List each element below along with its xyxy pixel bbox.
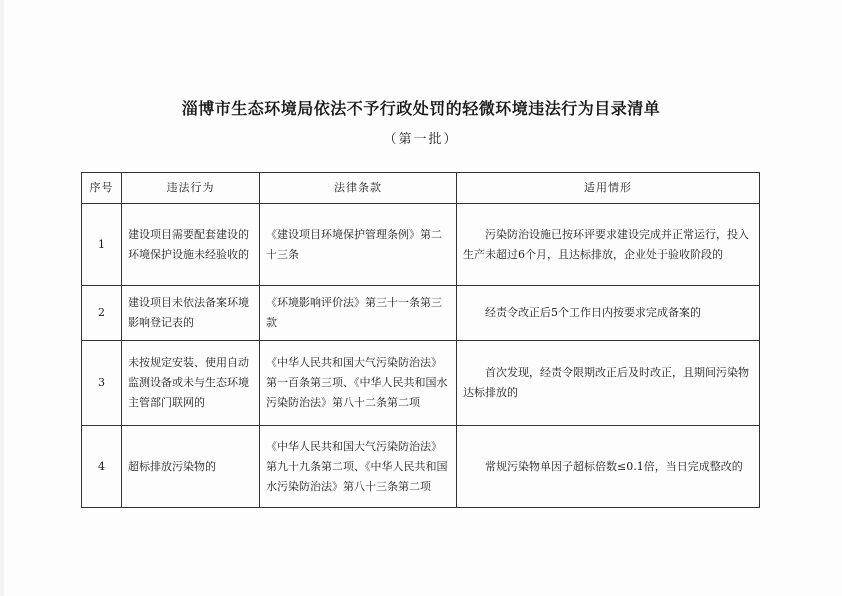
row-law: 《中华人民共和国大气污染防治法》第一百条第三项、《中华人民共和国水污染防治法》第八十二条第二项: [260, 341, 457, 426]
row-law: 《建设项目环境保护管理条例》第二十三条: [260, 204, 457, 286]
row-violation: 建设项目未依法备案环境影响登记表的: [122, 286, 260, 341]
row-condition: 污染防治设施已按环评要求建设完成并正常运行，投入生产未超过6个月，且达标排放，企业处于验收阶段的: [457, 204, 760, 286]
header-no: 序号: [82, 173, 122, 204]
header-condition: 适用情形: [457, 173, 760, 204]
row-condition: 经责令改正后5个工作日内按要求完成备案的: [457, 286, 760, 341]
row-violation: 未按规定安装、使用自动监测设备或未与生态环境主管部门联网的: [122, 341, 260, 426]
row-law: 《环境影响评价法》第三十一条第三款: [260, 286, 457, 341]
table-row: [82, 286, 760, 341]
document-subtitle: （第一批）: [383, 132, 459, 147]
row-condition: 常规污染物单因子超标倍数≤0.1倍，当日完成整改的: [457, 426, 760, 508]
row-number: 4: [82, 426, 122, 508]
row-number: 2: [82, 286, 122, 341]
header-law: 法律条款: [260, 173, 457, 204]
page-edge-shadow: [0, 0, 4, 596]
table-header-row: [82, 173, 760, 204]
header-violation: 违法行为: [122, 173, 260, 204]
violation-catalog-table: [81, 172, 760, 508]
row-violation: 建设项目需要配套建设的环境保护设施未经验收的: [122, 204, 260, 286]
row-violation: 超标排放污染物的: [122, 426, 260, 508]
row-condition: 首次发现，经责令限期改正后及时改正，且期间污染物达标排放的: [457, 341, 760, 426]
row-number: 1: [82, 204, 122, 286]
document-title: 淄博市生态环境局依法不予行政处罚的轻微环境违法行为目录清单: [181, 99, 661, 118]
row-number: 3: [82, 341, 122, 426]
table-row: [82, 204, 760, 286]
table-row: [82, 341, 760, 426]
table-row: [82, 426, 760, 508]
row-law: 《中华人民共和国大气污染防治法》第九十九条第二项、《中华人民共和国水污染防治法》第八十三条第二项: [260, 426, 457, 508]
